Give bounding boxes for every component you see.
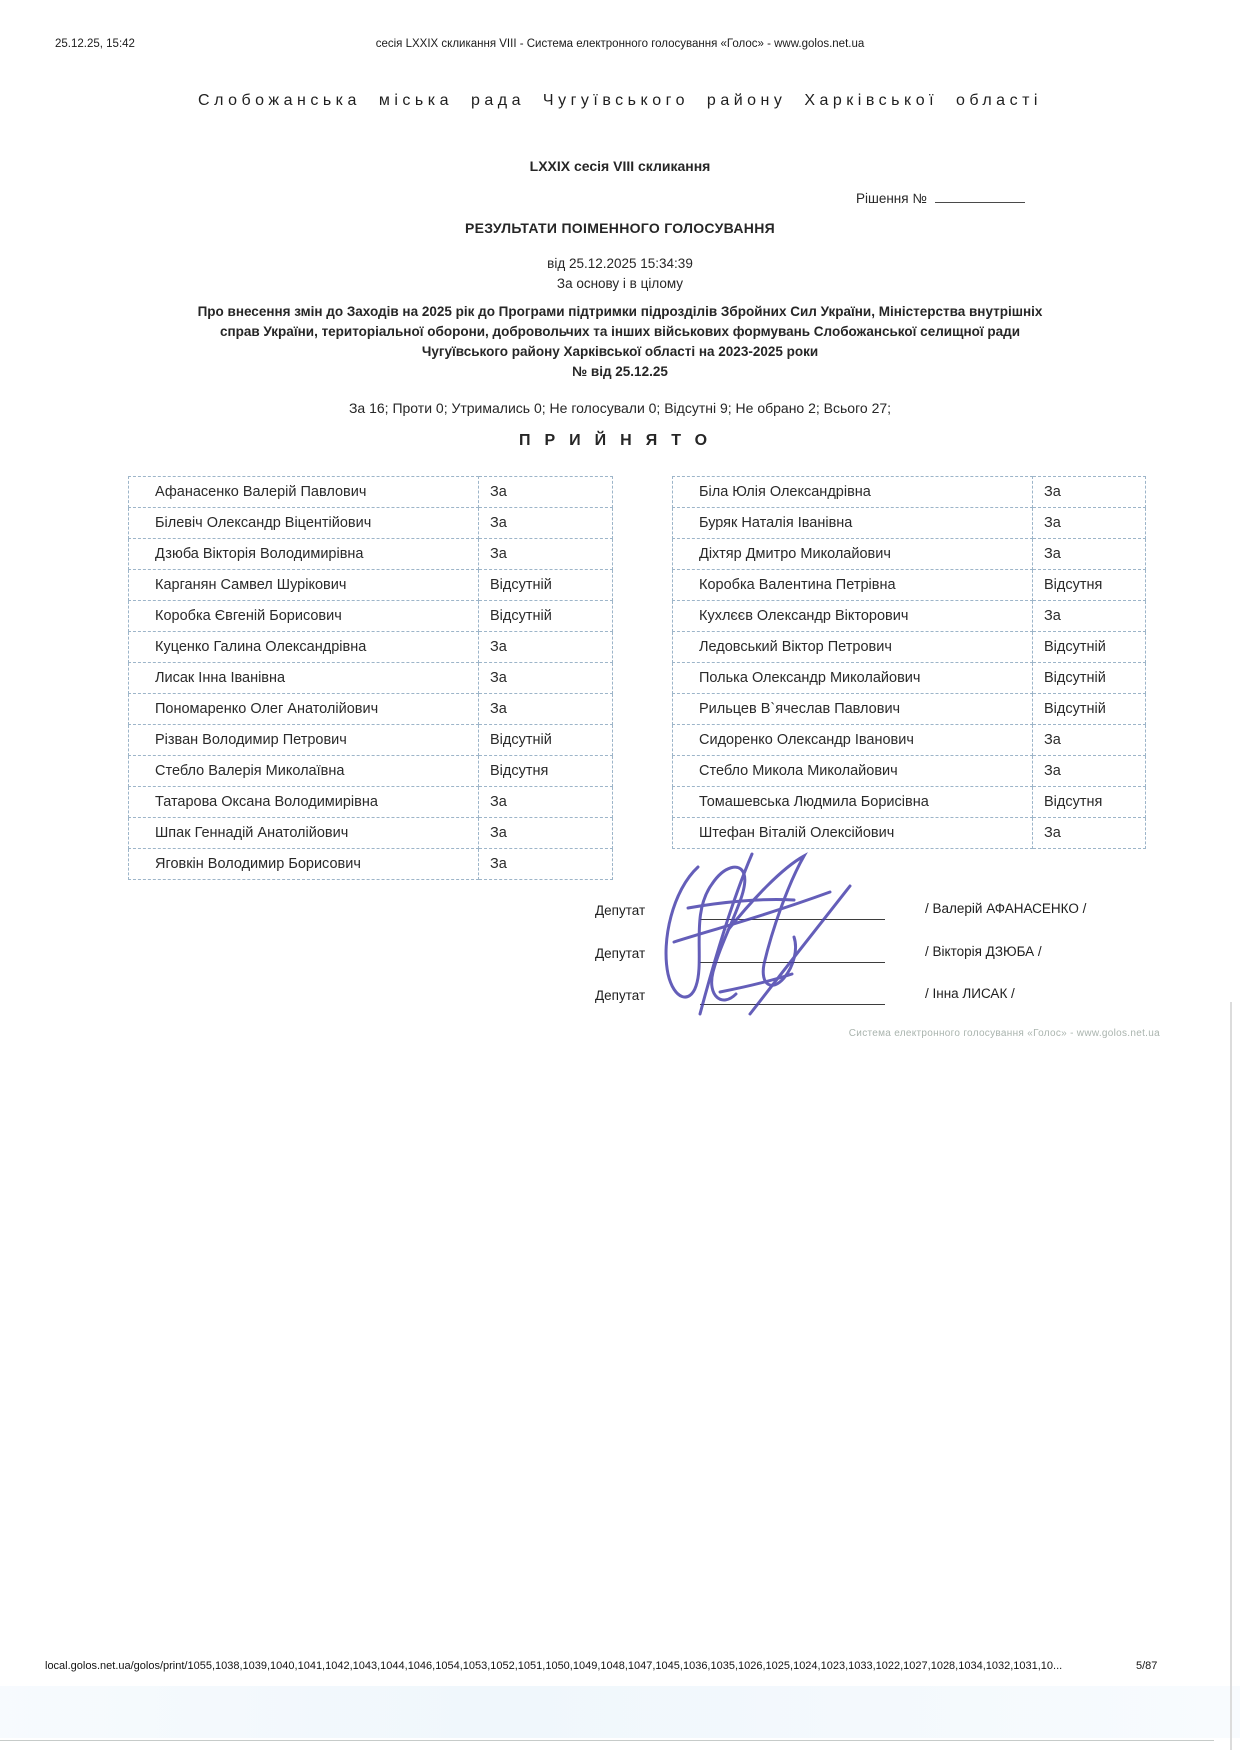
vote-value: Відсутній <box>479 570 613 601</box>
deputy-name: Дзюба Вікторія Володимирівна <box>129 539 479 570</box>
scan-edge-line <box>1230 1002 1232 1750</box>
table-row <box>673 570 1146 601</box>
watermark-text: Система електронного голосування «Голос» - www.golos.net.ua <box>848 1028 1160 1039</box>
print-timestamp: 25.12.25, 15:42 <box>55 38 135 50</box>
table-row <box>129 477 613 508</box>
results-title: РЕЗУЛЬТАТИ ПОІМЕННОГО ГОЛОСУВАННЯ <box>465 220 775 236</box>
vote-value: За <box>479 694 613 725</box>
vote-value: Відсутня <box>1033 787 1146 818</box>
vote-value: Відсутній <box>1033 663 1146 694</box>
table-row <box>673 725 1146 756</box>
deputy-name: Афанасенко Валерій Павлович <box>129 477 479 508</box>
table-row <box>673 663 1146 694</box>
deputy-name: Лисак Інна Іванівна <box>129 663 479 694</box>
signatory-name: / Інна ЛИСАК / <box>925 986 1015 1001</box>
vote-value: За <box>479 477 613 508</box>
decision-number-label: Рішення № <box>856 191 927 206</box>
decision-number-blank-line <box>935 188 1025 203</box>
subject-number: № від 25.12.25 <box>572 364 668 379</box>
vote-table-left <box>128 476 613 880</box>
vote-value: За <box>1033 725 1146 756</box>
deputy-name: Куценко Галина Олександрівна <box>129 632 479 663</box>
deputy-name: Карганян Самвел Шурікович <box>129 570 479 601</box>
deputy-name: Кухлєєв Олександр Вікторович <box>673 601 1033 632</box>
vote-value: За <box>1033 477 1146 508</box>
table-row <box>129 818 613 849</box>
vote-basis: За основу і в цілому <box>556 276 684 291</box>
deputy-name: Коробка Валентина Петрівна <box>673 570 1033 601</box>
vote-value: За <box>1033 601 1146 632</box>
vote-datetime: від 25.12.2025 15:34:39 <box>547 256 693 271</box>
table-row <box>673 601 1146 632</box>
vote-totals: За 16; Проти 0; Утримались 0; Не голосували 0; Відсутні 9; Не обрано 2; Всього 27; <box>348 400 892 416</box>
vote-value: За <box>1033 818 1146 849</box>
decision-number-field <box>856 188 1025 206</box>
table-row <box>129 539 613 570</box>
deputy-name: Діхтяр Дмитро Миколайович <box>673 539 1033 570</box>
deputy-label: Депутат <box>595 946 646 961</box>
vote-value: Відсутній <box>1033 694 1146 725</box>
deputy-name: Біла Юлія Олександрівна <box>673 477 1033 508</box>
scan-texture <box>0 1686 1240 1738</box>
deputy-name: Томашевська Людмила Борисівна <box>673 787 1033 818</box>
deputy-name: Різван Володимир Петрович <box>129 725 479 756</box>
vote-value: За <box>1033 756 1146 787</box>
council-title: Слобожанська міська рада Чугуївського району Харківської області <box>198 92 1042 109</box>
footer-url: local.golos.net.ua/golos/print/1055,1038,1039,1040,1041,1042,1043,1044,1046,1054,1053,1052,1051,1050,1049,1048,1047,1045,1036,1035,1026,1025,1024,1023,1033,1022,1027,1028,1034,1032,1031,10... <box>45 1660 1063 1672</box>
handwritten-signatures-ink <box>628 842 868 1027</box>
deputy-name: Сидоренко Олександр Іванович <box>673 725 1033 756</box>
table-row <box>673 508 1146 539</box>
vote-value: За <box>479 632 613 663</box>
vote-value: За <box>479 539 613 570</box>
table-row <box>673 632 1146 663</box>
table-row <box>129 632 613 663</box>
vote-value: За <box>1033 539 1146 570</box>
table-row <box>129 601 613 632</box>
vote-value: За <box>479 508 613 539</box>
vote-table-right <box>672 476 1146 849</box>
table-row <box>129 694 613 725</box>
subject-line: Про внесення змін до Заходів на 2025 рік до Програми підтримки підрозділів Збройних Сил України, Міністерства внутрішніх <box>197 304 1043 319</box>
deputy-name: Стебло Микола Миколайович <box>673 756 1033 787</box>
subject-line: справ України, територіальної оборони, добровольчих та інших військових формувань Слобожанської селищної ради <box>219 324 1021 339</box>
vote-value: За <box>479 818 613 849</box>
footer-page-indicator: 5/87 <box>1136 1660 1158 1672</box>
table-row <box>673 694 1146 725</box>
vote-value: За <box>1033 508 1146 539</box>
deputy-name: Коробка Євгеній Борисович <box>129 601 479 632</box>
table-row <box>673 756 1146 787</box>
table-row <box>129 787 613 818</box>
table-row <box>129 508 613 539</box>
table-row <box>129 663 613 694</box>
vote-value: Відсутня <box>479 756 613 787</box>
vote-value: За <box>479 663 613 694</box>
deputy-label: Депутат <box>595 903 646 918</box>
table-row <box>673 477 1146 508</box>
deputy-name: Рильцев В`ячеслав Павлович <box>673 694 1033 725</box>
scan-edge-line <box>0 1740 1214 1741</box>
session-title: LXXIX сесія VIII скликання <box>529 158 711 174</box>
subject-paragraph <box>110 302 1130 362</box>
deputy-name: Татарова Оксана Володимирівна <box>129 787 479 818</box>
vote-value: Відсутня <box>1033 570 1146 601</box>
deputy-name: Ледовський Віктор Петрович <box>673 632 1033 663</box>
table-row <box>673 539 1146 570</box>
deputy-label: Депутат <box>595 988 646 1003</box>
vote-value: Відсутній <box>1033 632 1146 663</box>
deputy-name: Шпак Геннадій Анатолійович <box>129 818 479 849</box>
deputy-name: Штефан Віталій Олексійович <box>673 818 1033 849</box>
signatory-name: / Вікторія ДЗЮБА / <box>925 944 1042 959</box>
vote-value: Відсутній <box>479 725 613 756</box>
table-row <box>129 849 613 880</box>
table-row <box>129 756 613 787</box>
subject-line: Чугуївського району Харківської області на 2023-2025 роки <box>421 344 819 359</box>
vote-value: За <box>479 849 613 880</box>
deputy-name: Яговкін Володимир Борисович <box>129 849 479 880</box>
deputy-name: Білевіч Олександр Віцентійович <box>129 508 479 539</box>
deputy-name: Полька Олександр Миколайович <box>673 663 1033 694</box>
signatory-name: / Валерій АФАНАСЕНКО / <box>925 901 1087 916</box>
deputy-name: Стебло Валерія Миколаївна <box>129 756 479 787</box>
table-row <box>129 570 613 601</box>
deputy-name: Буряк Наталія Іванівна <box>673 508 1033 539</box>
table-row <box>673 787 1146 818</box>
vote-value: Відсутній <box>479 601 613 632</box>
table-row <box>129 725 613 756</box>
deputy-name: Пономаренко Олег Анатолійович <box>129 694 479 725</box>
print-header-title: сесія LXXIX скликання VIII - Система електронного голосування «Голос» - www.golos.net.ua <box>375 38 865 50</box>
vote-outcome: ПРИЙНЯТО <box>518 432 722 449</box>
vote-value: За <box>479 787 613 818</box>
